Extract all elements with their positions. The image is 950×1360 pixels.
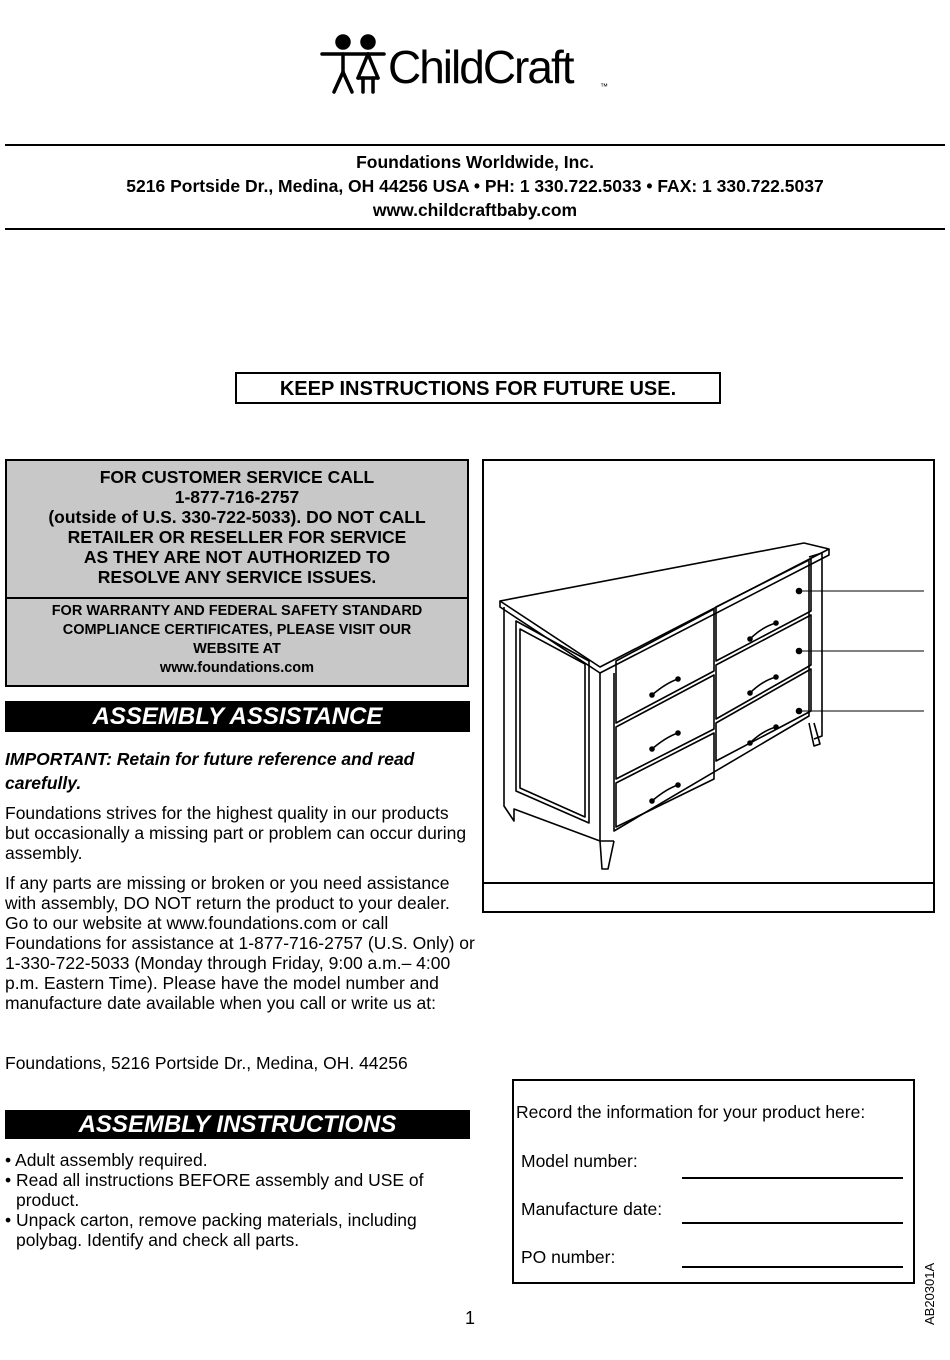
instruction-item: • Adult assembly required. (5, 1150, 208, 1170)
mailing-address: Foundations, 5216 Portside Dr., Medina, OH. 44256 (5, 1053, 408, 1073)
customer-service-box (5, 459, 469, 687)
header-rule-bottom (5, 228, 945, 230)
cs-line: AS THEY ARE NOT AUTHORIZED TO (83, 547, 391, 567)
missing-parts-paragraph: If any parts are missing or broken or you need assistance with assembly, DO NOT return the product to your dealer. Go to our website at www.foundations.com or call Foundations for assistance at 1-877-716-2757 (U.S. Only) or 1-330-722-5033 (Monday through Friday, 9:00 a.m.– 4:00 p.m. Eastern Time). Please have the model number and manufacture date available when you call or write us at: (5, 873, 475, 1013)
assembly-instructions-heading: ASSEMBLY INSTRUCTIONS (5, 1110, 470, 1139)
cs-line: RETAILER OR RESELLER FOR SERVICE (67, 527, 407, 547)
warranty-line: FOR WARRANTY AND FEDERAL SAFETY STANDARD (51, 603, 423, 619)
childcraft-logo (318, 30, 618, 100)
warranty-line: COMPLIANCE CERTIFICATES, PLEASE VISIT OUR (62, 622, 412, 638)
record-heading: Record the information for your product here: (516, 1102, 866, 1122)
company-info (5, 150, 945, 222)
assembly-assistance-heading: ASSEMBLY ASSISTANCE (5, 701, 470, 732)
model-number-field[interactable] (682, 1177, 903, 1179)
dresser-illustration-box (482, 459, 935, 913)
company-website[interactable]: www.childcraftbaby.com (372, 200, 578, 220)
illustration-caption-bar (484, 882, 933, 911)
instruction-item: • Read all instructions BEFORE assembly and USE of product. (5, 1170, 424, 1210)
customer-service-call (7, 461, 467, 599)
keep-instructions-notice: KEEP INSTRUCTIONS FOR FUTURE USE. (235, 372, 721, 404)
trademark: ™ (600, 82, 608, 91)
warranty-notice (7, 599, 467, 678)
page-number: 1 (465, 1308, 476, 1328)
model-number-label: Model number: (521, 1151, 638, 1171)
company-address: 5216 Portside Dr., Medina, OH 44256 USA • PH: 1 330.722.5033 • FAX: 1 330.722.5037 (126, 176, 824, 196)
manufacture-date-field[interactable] (682, 1222, 903, 1224)
instruction-item: • Unpack carton, remove packing materials, including polybag. Identify and check all parts. (5, 1210, 417, 1250)
dresser-illustration (484, 461, 933, 885)
po-number-field[interactable] (682, 1266, 903, 1268)
product-record-box (512, 1079, 915, 1284)
quality-paragraph: Foundations strives for the highest quality in our products but occasionally a missing part or problem can occur during assembly. (5, 803, 467, 863)
instruction-list (5, 1150, 475, 1250)
header-rule-top (5, 144, 945, 146)
warranty-website[interactable]: www.foundations.com (159, 660, 315, 676)
brand-name: ChildCraft (388, 41, 573, 93)
warranty-line: WEBSITE AT (193, 641, 281, 657)
cs-line: FOR CUSTOMER SERVICE CALL (99, 467, 375, 487)
document-code: AB20301A (922, 1262, 937, 1325)
manufacture-date-label: Manufacture date: (521, 1199, 663, 1219)
cs-phone: 1-877-716-2757 (174, 487, 300, 507)
po-number-label: PO number: (521, 1247, 616, 1267)
company-name: Foundations Worldwide, Inc. (356, 152, 594, 172)
stick-figures-icon (318, 34, 388, 100)
cs-line: (outside of U.S. 330-722-5033). DO NOT CALL (48, 507, 426, 527)
important-notice: IMPORTANT: Retain for future reference and read carefully. (5, 749, 415, 793)
cs-line: RESOLVE ANY SERVICE ISSUES. (97, 567, 377, 587)
